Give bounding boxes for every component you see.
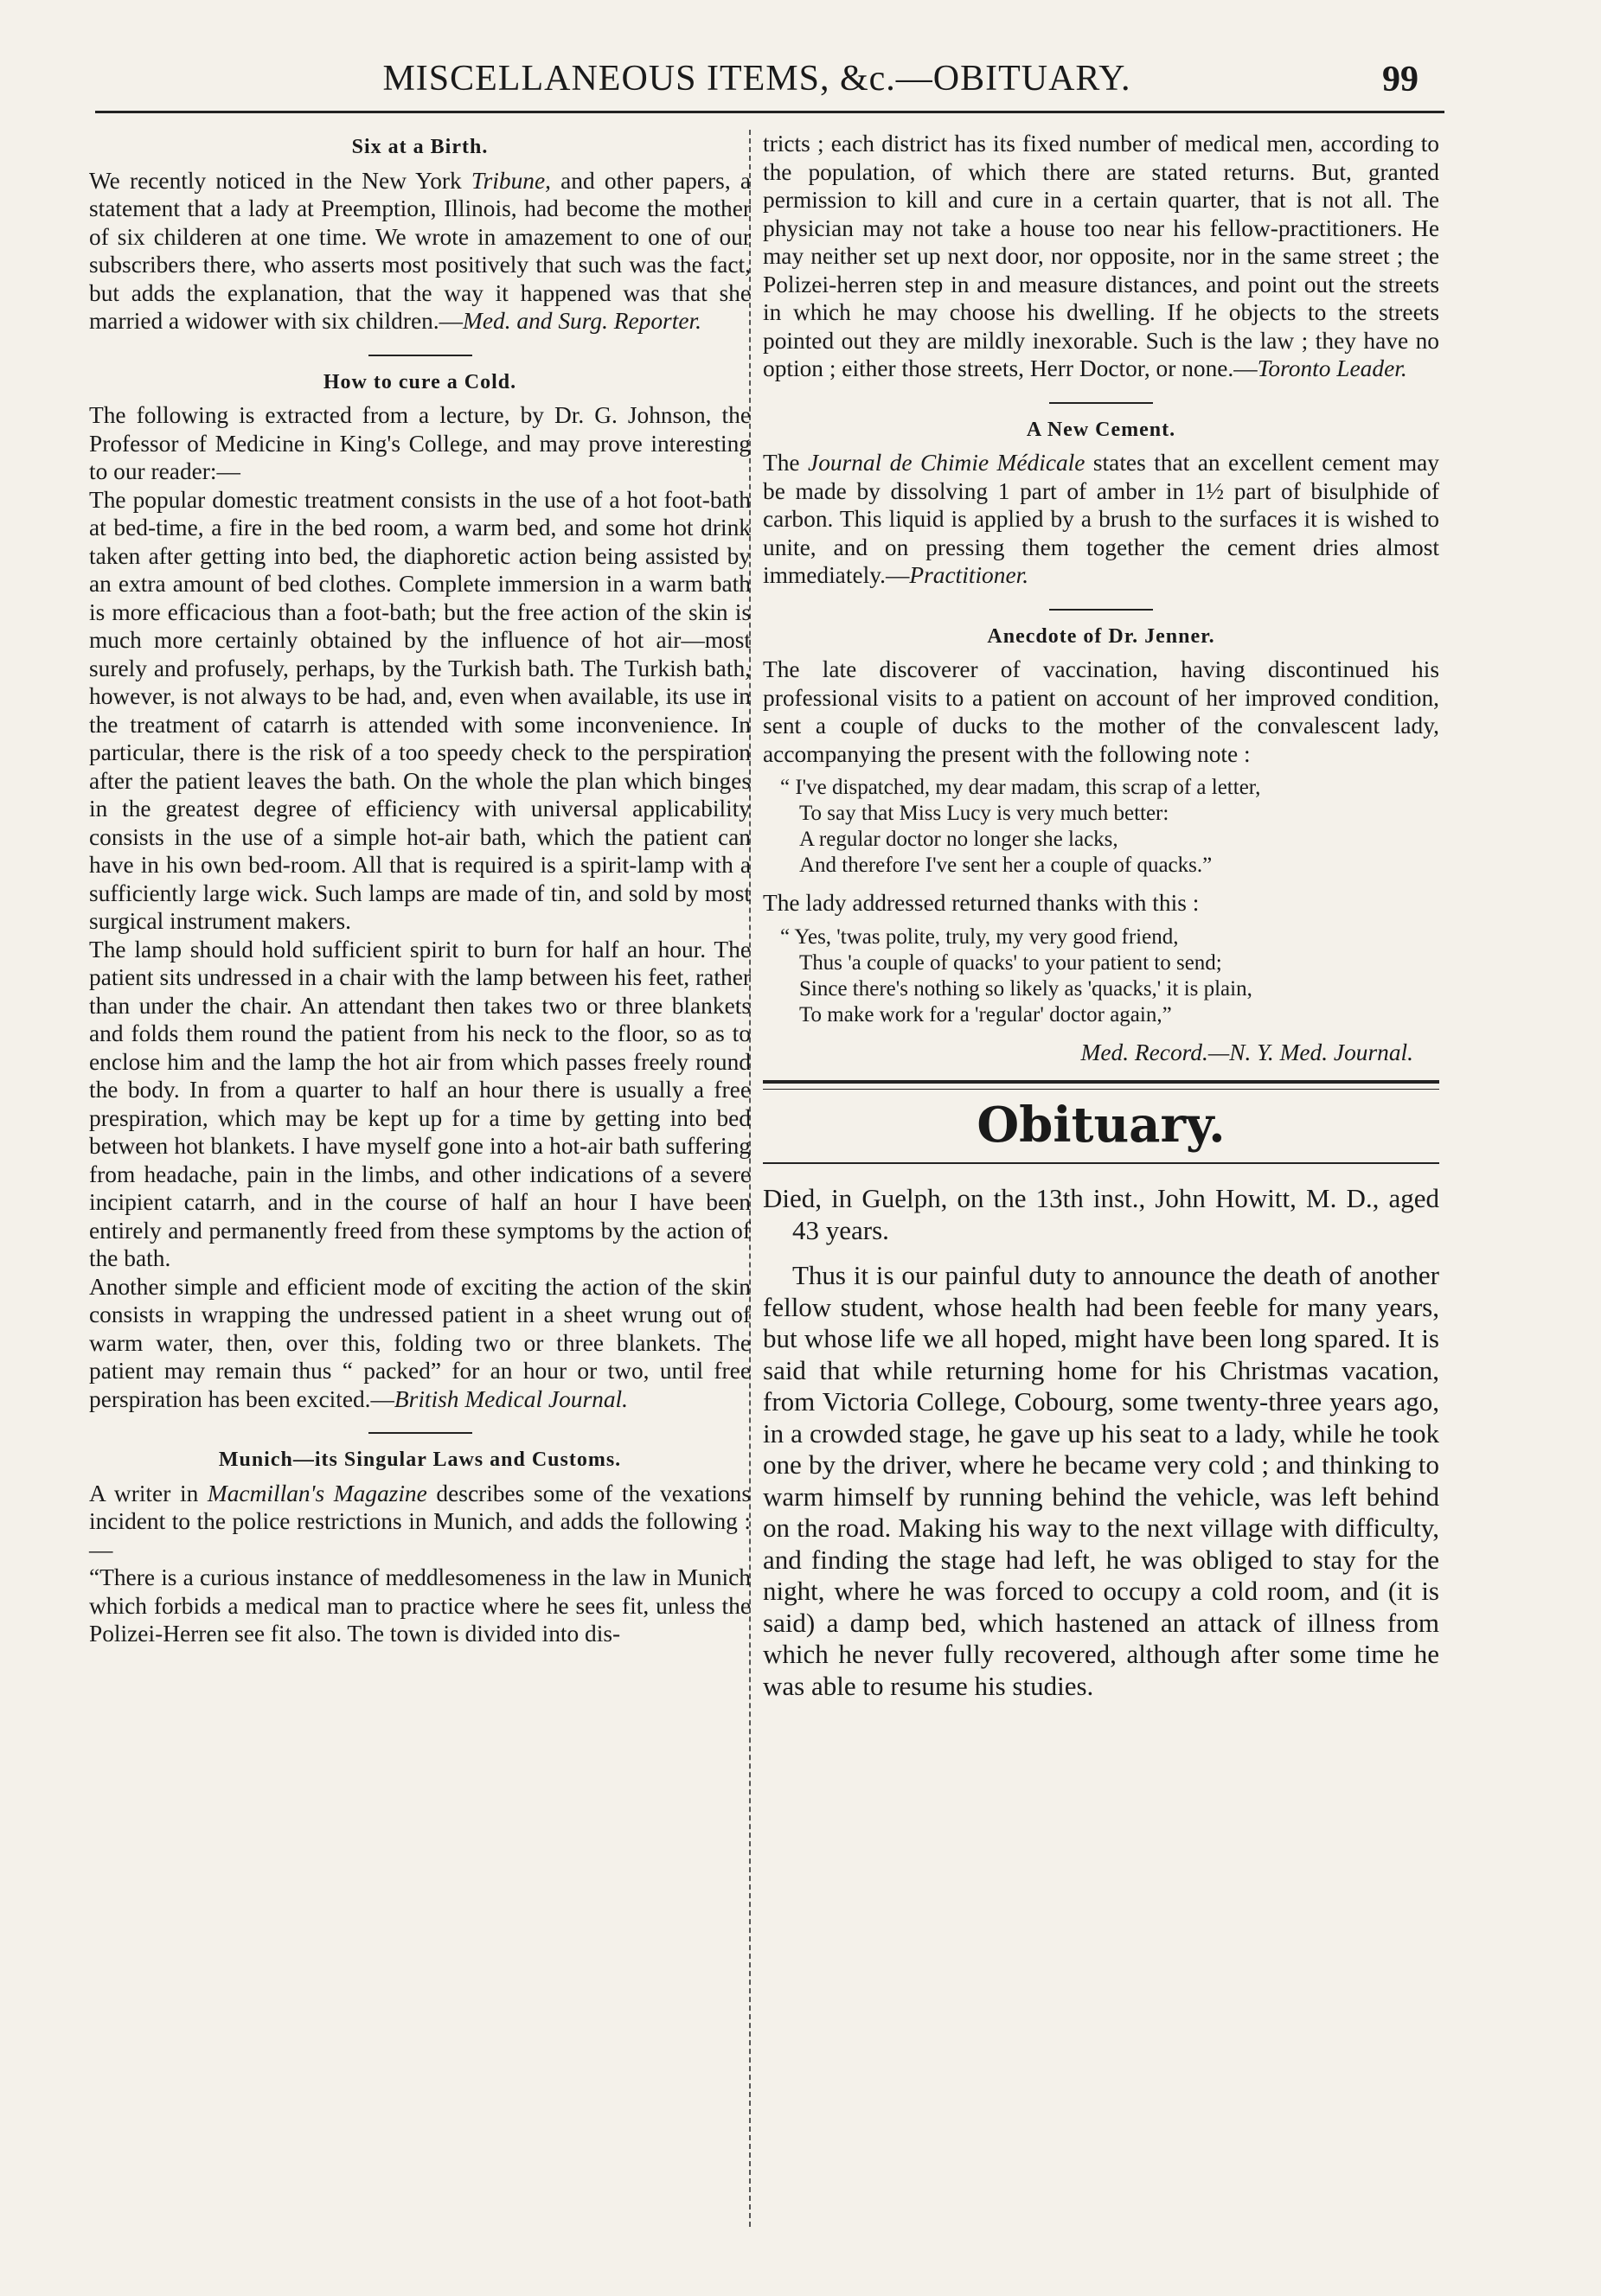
running-head: MISCELLANEOUS ITEMS, &c.—OBITUARY. xyxy=(382,59,1131,99)
munich-text-1: A writer in xyxy=(89,1480,208,1506)
munich-text-2: describes some of the vexations incident to the police restrictions in Munich, and adds the following :— xyxy=(89,1480,751,1563)
cold-para-3-text: Another simple and efficient mode of exciting the action of the skin consists in wrapping the undressed patient in a sheet wrung out of warm water, then, over this, folding two or three blankets. The patient may remain thus “ packed” for an hour or two, until free perspiration has been excited.— xyxy=(89,1273,751,1412)
obituary-content xyxy=(763,1183,1439,1702)
section-rule xyxy=(368,355,472,356)
cold-para-3 xyxy=(89,1273,751,1414)
heading-cement: A New Cement. xyxy=(1026,418,1176,441)
heading-six-birth: Six at a Birth. xyxy=(351,136,489,158)
page-number: 99 xyxy=(1382,60,1418,99)
section-rule xyxy=(368,1432,472,1434)
verse-line: To make work for a 'regular' doctor again,” xyxy=(799,1002,1172,1026)
heading-cold: How to cure a Cold. xyxy=(323,370,517,393)
verse-line: To say that Miss Lucy is very much better: xyxy=(799,802,1169,825)
obituary-title: Obituary. xyxy=(977,1097,1226,1154)
verse-line: A regular doctor no longer she lacks, xyxy=(799,828,1118,851)
cement-source: Practitioner. xyxy=(909,562,1029,588)
article-six-birth xyxy=(89,167,751,336)
verse-line: Thus 'a couple of quacks' to your patient to send; xyxy=(799,950,1222,975)
section-rule xyxy=(1049,402,1153,404)
right-column xyxy=(763,130,1439,1702)
heading-munich: Munich—its Singular Laws and Customs. xyxy=(218,1449,622,1471)
munich-quote: “There is a curious instance of meddlesomeness in the law in Munich which forbids a medical man to practice where he sees fit, unless the Polizei-Herren see fit also. The town is divided into dis- xyxy=(89,1564,751,1647)
heading-jenner: Anecdote of Dr. Jenner. xyxy=(987,624,1215,648)
header-rule xyxy=(95,111,1444,113)
cold-para-2: The lamp should hold sufficient spirit to burn for half an hour. The patient sits undressed in a chair with the lamp between his feet, rather than under the chair. An attendant then takes two or three blankets and folds them round the patient from his neck to the floor, so as to enclose him and the lamp the hot air from which passes freely round the body. In from a quarter to half an hour there is usually a free prespiration, which may be kept up for a time by getting into bed between hot blankets. I have myself gone into a hot-air bath suffering from headache, pain in the limbs, and other indications of a severe incipient catarrh, and in the course of half an hour I have been entirely and permanently freed from these symptoms by the action of the bath. xyxy=(89,936,751,1271)
cold-para-1: The popular domestic treatment consists in the use of a hot foot-bath at bed-time, a fire in the bed room, a warm bed, and some hot drink taken after getting into bed, the diaphoretic action being assisted by an extra amount of bed clothes. Complete immersion in a warm bath is more efficacious than a foot-bath; but the free action of the skin is much more certainly obtained by the influence of hot air—most surely and profusely, perhaps, by the Turkish bath. The Turkish bath, however, is not always to be had, and, even when available, its use in the treatment of catarrh is attended with some inconvenience. In particular, there is the risk of a too speedy check to the perspiration after the patient leaves the bath. On the whole the plan which binges in the greatest degree of efficiency with universal applicability consists in the use of a simple hot-air bath, which the patient can have in his own bed-room. All that is required is a spirit-lamp with a sufficiently large wick. Such lamps are made of tin, and sold by most surgical instrument makers. xyxy=(89,486,751,934)
verse-line: Since there's nothing so likely as 'quacks,' it is plain, xyxy=(799,976,1252,1001)
jenner-intro: The late discoverer of vaccination, having discontinued his professional visits to a patient on account of her improved condition, sent a couple of ducks to the mother of the convalescent lady, accompanying the present with the following note : xyxy=(763,656,1439,767)
jenner-source: Med. Record.—N. Y. Med. Journal. xyxy=(1080,1039,1413,1065)
munich-continued xyxy=(763,130,1439,383)
munich-intro xyxy=(89,1480,751,1564)
cement-journal: Journal de Chimie Médicale xyxy=(808,450,1085,476)
death-note: Died, in Guelph, on the 13th inst., John Howitt, M. D., aged 43 years. xyxy=(763,1183,1439,1245)
tribune-title: Tribune, xyxy=(471,167,551,194)
jenner-verse-1 xyxy=(780,775,1439,879)
verse-line: And therefore I've sent her a couple of quacks.” xyxy=(799,854,1213,877)
jenner-verse-2 xyxy=(780,924,1439,1028)
cold-source: British Medical Journal. xyxy=(394,1385,628,1412)
section-rule xyxy=(1049,609,1153,611)
verse-line: “ Yes, 'twas polite, truly, my very good friend, xyxy=(780,924,1179,949)
page-header xyxy=(95,48,1418,109)
magazine-title: Macmillan's Magazine xyxy=(207,1480,427,1506)
munich-source: Toronto Leader. xyxy=(1257,355,1407,381)
verse-line: “ I've dispatched, my dear madam, this scrap of a letter, xyxy=(780,776,1261,799)
obituary-body: Thus it is our painful duty to announce the death of another fellow student, whose health had been feeble for many years, but whose life we all hoped, might have been long spared. It is said that while returning home for his Christmas vacation, from Victoria College, Cobourg, some twenty-three years ago, in a crowded stage, he gave up his seat to a lady, while he took one by the driver, where he became very cold ; and thinking to warm himself by running behind the vehicle, was left behind on the road. Making his way to the next village with difficulty, and finding the stage had left, he was obliged to stay for the night, where he was forced to occupy a cold room, and (it is said) a damp bed, which hastened an attack of illness from which he never fully recovered, although after some time he was able to resume his studies. xyxy=(763,1260,1439,1701)
left-column xyxy=(89,130,751,1648)
six-birth-text-1: We recently noticed in the New York xyxy=(89,167,471,194)
cement-text-1: The xyxy=(763,450,809,476)
cement-text-2: states that an excellent cement may be made by dissolving 1 part of amber in 1½ part of bisulphide of carbon. This liquid is applied by a brush to the surfaces it is wished to unite, and on pressing them together the cement dries almost immediately.— xyxy=(763,450,1439,588)
obituary-rule-bottom xyxy=(763,1162,1439,1164)
six-birth-text-2: and other papers, a statement that a lady at Preemption, Illinois, had become the mother of six childeren at one time. We wrote in amazement to one of our subscribers there, who asserts most positively that such was the fact, but adds the explanation, that the way it happened was that she married a widower with six children.— xyxy=(89,167,751,334)
jenner-reply: The lady addressed returned thanks with this : xyxy=(763,890,1200,916)
munich-cont-text: tricts ; each district has its fixed number of medical men, according to the population, of which there are stated returns. But, granted permission to kill and cure in a certain quarter, that is not all. The physician may not take a house too near his fellow-practitioners. He may neither set up next door, nor opposite, nor in the same street ; the Polizei-herren step in and measure distances, and point out the streets in which he may choose his dwelling. If he objects to the streets pointed out they are mildly inexorable. Such is the law ; they have no option ; either those streets, Herr Doctor, or none.— xyxy=(763,131,1439,381)
article-cement xyxy=(763,449,1439,590)
cold-intro: The following is extracted from a lecture, by Dr. G. Johnson, the Professor of Medicine in King's College, and may prove interesting to our reader:— xyxy=(89,402,751,484)
obituary-rule-top xyxy=(763,1080,1439,1090)
six-birth-source: Med. and Surg. Reporter. xyxy=(463,308,701,334)
